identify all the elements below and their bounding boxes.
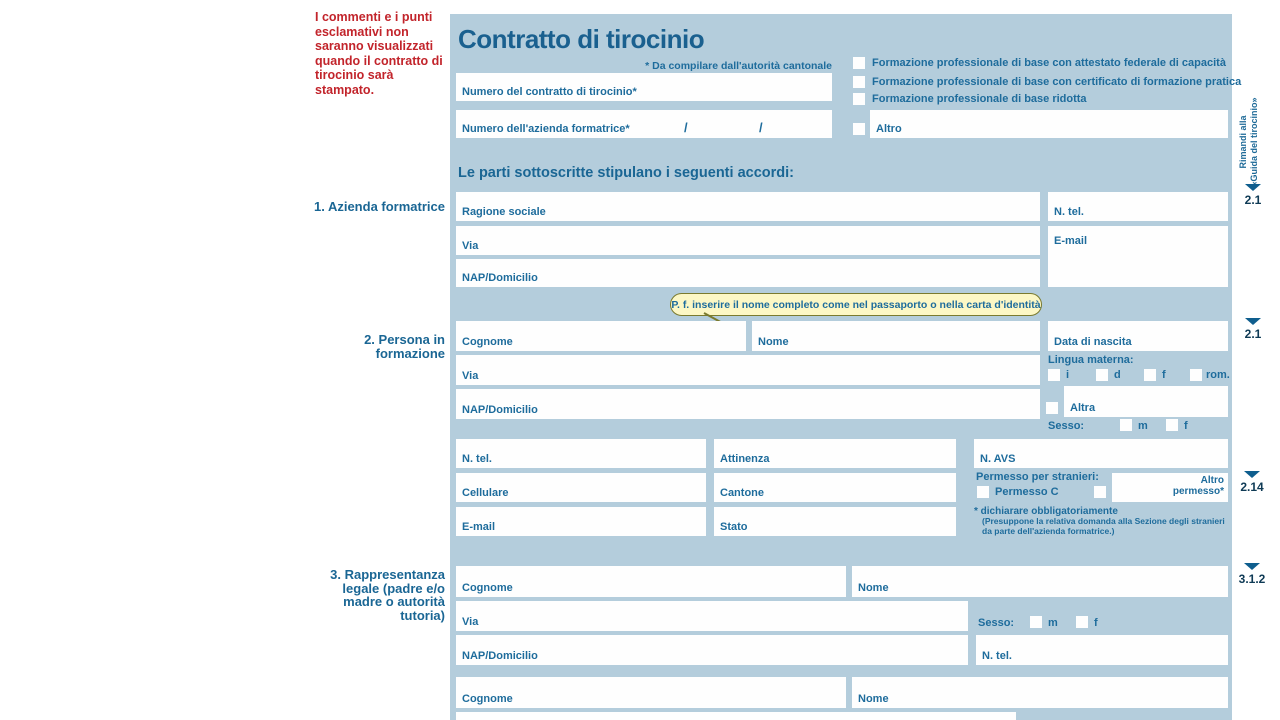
checkbox-other-language[interactable] xyxy=(1046,402,1058,414)
section1-heading: 1. Azienda formatrice xyxy=(313,199,445,214)
permit-other-field[interactable] xyxy=(1112,473,1228,502)
guardian-city-label: NAP/Domicilio xyxy=(462,650,538,662)
checkbox-language-rom[interactable] xyxy=(1190,369,1202,381)
guide-marker-3: 2.14 xyxy=(1240,480,1264,494)
contract-number-label: Numero del contratto di tirocinio* xyxy=(462,86,637,98)
company-phone-label: N. tel. xyxy=(1054,206,1084,218)
learner-last-name-label: Cognome xyxy=(462,336,513,348)
learner-first-name-field[interactable] xyxy=(752,321,1040,351)
learner-avs-label: N. AVS xyxy=(980,453,1016,465)
learner-street-label: Via xyxy=(462,370,479,382)
guardian2-street-field-cutoff[interactable] xyxy=(456,712,1016,720)
learner-sex-f-label: f xyxy=(1184,420,1188,432)
section3-heading: 3. Rappresentanza legale (padre e/o madre o autorità tutoria) xyxy=(330,567,445,623)
learner-origin-field[interactable] xyxy=(714,439,956,468)
company-name-field[interactable] xyxy=(456,192,1040,221)
learner-country-field[interactable] xyxy=(714,507,956,536)
separator-slash: / xyxy=(684,120,688,135)
learner-email-field[interactable] xyxy=(456,507,706,536)
foreign-permit-label: Permesso per stranieri: xyxy=(976,471,1099,483)
guide-marker-2: 2.1 xyxy=(1244,327,1262,341)
checkbox-other-training-type[interactable] xyxy=(853,123,865,135)
guardian2-last-name-field[interactable] xyxy=(456,677,846,708)
company-name-label: Ragione sociale xyxy=(462,206,546,218)
guardian-phone-field[interactable] xyxy=(976,635,1228,665)
learner-origin-label: Attinenza xyxy=(720,453,770,465)
checkbox-training-type-1[interactable] xyxy=(853,57,865,69)
checkbox-language-i[interactable] xyxy=(1048,369,1060,381)
company-phone-field[interactable] xyxy=(1048,192,1228,221)
checkbox-language-d[interactable] xyxy=(1096,369,1108,381)
company-number-field[interactable] xyxy=(456,110,832,138)
company-email-field[interactable] xyxy=(1048,226,1228,287)
permit-other-label-line2: permesso* xyxy=(1172,486,1224,497)
guardian-sex-label: Sesso: xyxy=(978,617,1015,629)
guide-marker-4: 3.1.2 xyxy=(1238,572,1266,586)
section2-heading: 2. Persona in formazione xyxy=(364,332,445,361)
other-language-field[interactable] xyxy=(1064,386,1228,417)
other-training-type-field[interactable] xyxy=(870,110,1228,138)
learner-street-field[interactable] xyxy=(456,355,1040,385)
permit-c-label: Permesso C xyxy=(995,486,1059,498)
guardian-first-name-label: Nome xyxy=(858,582,889,594)
permit-other-label-line1: Altro xyxy=(1200,475,1224,486)
learner-country-label: Stato xyxy=(720,521,748,533)
training-type-2-label: Formazione professionale di base con certificato di formazione pratica xyxy=(872,76,1242,88)
learner-birth-date-field[interactable] xyxy=(1048,321,1228,351)
guardian2-first-name-label: Nome xyxy=(858,693,889,705)
checkbox-guardian-sex-f[interactable] xyxy=(1076,616,1088,628)
learner-mobile-label: Cellulare xyxy=(462,487,509,499)
learner-mobile-field[interactable] xyxy=(456,473,706,502)
company-number-label: Numero dell'azienda formatrice* xyxy=(462,123,630,135)
language-d-label: d xyxy=(1114,369,1121,381)
checkbox-permit-c[interactable] xyxy=(977,486,989,498)
checkbox-training-type-3[interactable] xyxy=(853,93,865,105)
checkbox-guardian-sex-m[interactable] xyxy=(1030,616,1042,628)
checkbox-training-type-2[interactable] xyxy=(853,76,865,88)
other-training-type-label: Altro xyxy=(876,123,902,135)
learner-phone-field[interactable] xyxy=(456,439,706,468)
company-street-field[interactable] xyxy=(456,226,1040,255)
checkbox-learner-sex-m[interactable] xyxy=(1120,419,1132,431)
cantonal-authority-note: * Da compilare dall'autorità cantonale xyxy=(645,60,832,72)
intro-line: Le parti sottoscritte stipulano i seguenti accordi: xyxy=(458,165,794,181)
marker-triangle-icon xyxy=(1245,184,1261,191)
language-f-label: f xyxy=(1162,369,1166,381)
learner-city-field[interactable] xyxy=(456,389,1040,419)
learner-sex-label: Sesso: xyxy=(1048,420,1085,432)
language-i-label: i xyxy=(1066,369,1070,381)
permit-footnote-text: (Presuppone la relativa domanda alla Sezione degli stranieri da parte dell'azienda formatrice.) xyxy=(982,516,1225,536)
guardian-city-field[interactable] xyxy=(456,635,968,665)
marker-triangle-icon xyxy=(1245,318,1261,325)
learner-avs-field[interactable] xyxy=(974,439,1228,468)
print-warning-note: I commenti e i punti esclamativi non saranno visualizzati quando il contratto di tirocinio sarà stampato. xyxy=(315,10,443,97)
company-city-field[interactable] xyxy=(456,259,1040,287)
mother-tongue-label: Lingua materna: xyxy=(1048,354,1134,366)
guardian-last-name-field[interactable] xyxy=(456,566,846,597)
guardian-street-label: Via xyxy=(462,616,479,628)
guardian2-last-name-label: Cognome xyxy=(462,693,513,705)
guardian2-first-name-field[interactable] xyxy=(852,677,1228,708)
marker-triangle-icon xyxy=(1244,563,1260,570)
contract-number-field[interactable] xyxy=(456,73,832,101)
learner-email-label: E-mail xyxy=(462,521,496,533)
learner-phone-label: N. tel. xyxy=(462,453,492,465)
company-street-label: Via xyxy=(462,240,479,252)
checkbox-permit-other[interactable] xyxy=(1094,486,1106,498)
guardian-last-name-label: Cognome xyxy=(462,582,513,594)
learner-canton-label: Cantone xyxy=(720,487,764,499)
guardian-street-field[interactable] xyxy=(456,601,968,631)
guardian-sex-m-label: m xyxy=(1048,617,1058,629)
tooltip-text: P. f. inserire il nome completo come nel passaporto o nella carta d'identità xyxy=(671,298,1041,311)
guide-marker-1: 2.1 xyxy=(1244,193,1262,207)
training-type-1-label: Formazione professionale di base con attestato federale di capacità xyxy=(872,57,1226,69)
checkbox-language-f[interactable] xyxy=(1144,369,1156,381)
guide-reference-vertical-text xyxy=(1238,94,1262,190)
language-rom-label: rom. xyxy=(1206,369,1230,381)
learner-first-name-label: Nome xyxy=(758,336,789,348)
company-city-label: NAP/Domicilio xyxy=(462,272,538,284)
permit-footnote-bold: * dichiarare obbligatoriamente xyxy=(974,506,1118,517)
guardian-first-name-field[interactable] xyxy=(852,566,1228,597)
training-type-3-label: Formazione professionale di base ridotta xyxy=(872,93,1087,105)
other-language-label: Altra xyxy=(1070,402,1096,414)
learner-last-name-field[interactable] xyxy=(456,321,746,351)
checkbox-learner-sex-f[interactable] xyxy=(1166,419,1178,431)
guide-line2: «Guida del tirocinio» xyxy=(1249,97,1260,187)
learner-canton-field[interactable] xyxy=(714,473,956,502)
guardian-sex-f-label: f xyxy=(1094,617,1098,629)
guide-line1: Rimandi alla xyxy=(1238,115,1248,169)
guardian-phone-label: N. tel. xyxy=(982,650,1012,662)
marker-triangle-icon xyxy=(1244,471,1260,478)
page-title: Contratto di tirocinio xyxy=(458,24,705,54)
learner-birth-date-label: Data di nascita xyxy=(1054,336,1132,348)
learner-city-label: NAP/Domicilio xyxy=(462,404,538,416)
learner-sex-m-label: m xyxy=(1138,420,1148,432)
separator-slash: / xyxy=(759,120,763,135)
company-email-label: E-mail xyxy=(1054,235,1088,247)
